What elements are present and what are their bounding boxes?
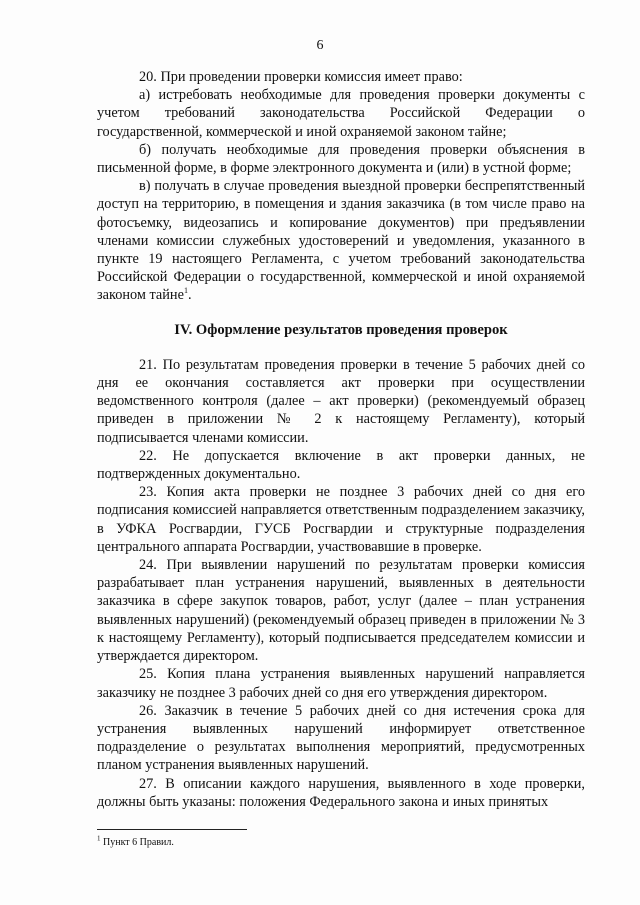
footnote-marker: 1 — [97, 834, 101, 843]
footnote-reference: 1 — [183, 286, 188, 296]
paragraph-27: 27. В описании каждого нарушения, выявленного в ходе проверки, должны быть указаны: положения Федерального закона и иных принятых — [97, 775, 585, 810]
paragraph-20-v-suffix: . — [187, 287, 192, 304]
document-body — [97, 68, 585, 811]
paragraph-24: 24. При выявлении нарушений по результатам проверки комиссия разрабатывает план устранения нарушений, выявленных в деятельности заказчика в сфере закупок товаров, работ, услуг (далее – план устранения выявленных нарушений) (рекомендуемый образец приведен в приложении № 3 к настоящему Регламенту), который подписывается председателем комиссии и утверждается директором. — [97, 557, 585, 665]
page-number: 6 — [316, 38, 324, 53]
paragraph-20: 20. При проведении проверки комиссия имеет право: — [139, 69, 463, 85]
section-heading: IV. Оформление результатов проведения проверок — [174, 321, 508, 338]
footnote — [97, 836, 517, 849]
paragraph-20-a: а) истребовать необходимые для проведения проверки документы с учетом требований законодательства Российской Федерации о государственной, коммерческой и иной охраняемой законом тайне; — [97, 87, 585, 140]
paragraph-25: 25. Копия плана устранения выявленных нарушений направляется заказчику не позднее 3 рабочих дней со дня его утверждения директором. — [97, 666, 585, 701]
paragraph-20-v-text: в) получать в случае проведения выездной проверки беспрепятственный доступ на территорию, в помещения и здания заказчика (в том числе право на фотосъемку, видеозапись и копирование документов) при предъявлении членами комиссии служебных удостоверений и уведомления, указанного в пункте 19 настоящего Регламента, с учетом требований законодательства Российской Федерации о государственной, коммерческой и иной охраняемой законом тайне — [97, 178, 585, 304]
paragraph-26: 26. Заказчик в течение 5 рабочих дней со дня истечения срока для устранения выявленных нарушений информирует ответственное подразделение о результатах выполнения мероприятий, предусмотренных планом устранения выявленных нарушений. — [97, 702, 585, 774]
footnote-divider — [97, 829, 247, 830]
paragraph-20-v — [97, 177, 585, 304]
footnote-text: Пункт 6 Правил. — [103, 837, 174, 848]
paragraph-20-b: б) получать необходимые для проведения проверки объяснения в письменной форме, в форме электронного документа и (или) в устной форме; — [97, 141, 585, 177]
paragraph-22: 22. Не допускается включение в акт проверки данных, не подтвержденных документально. — [97, 447, 585, 483]
paragraph-23: 23. Копия акта проверки не позднее 3 рабочих дней со дня его подписания комиссией направляется ответственным подразделением заказчику, в УФКА Росгвардии, ГУСБ Росгвардии и структурные подразделения центрального аппарата Росгвардии, участвовавшие в проверке. — [97, 484, 585, 555]
paragraph-21: 21. По результатам проведения проверки в течение 5 рабочих дней со дня ее окончания составляется акт проверки при осуществлении ведомственного контроля (далее – акт проверки) (рекомендуемый образец приведен в приложении № 2 к настоящему Регламенту), который подписывается членами комиссии. — [97, 356, 585, 446]
